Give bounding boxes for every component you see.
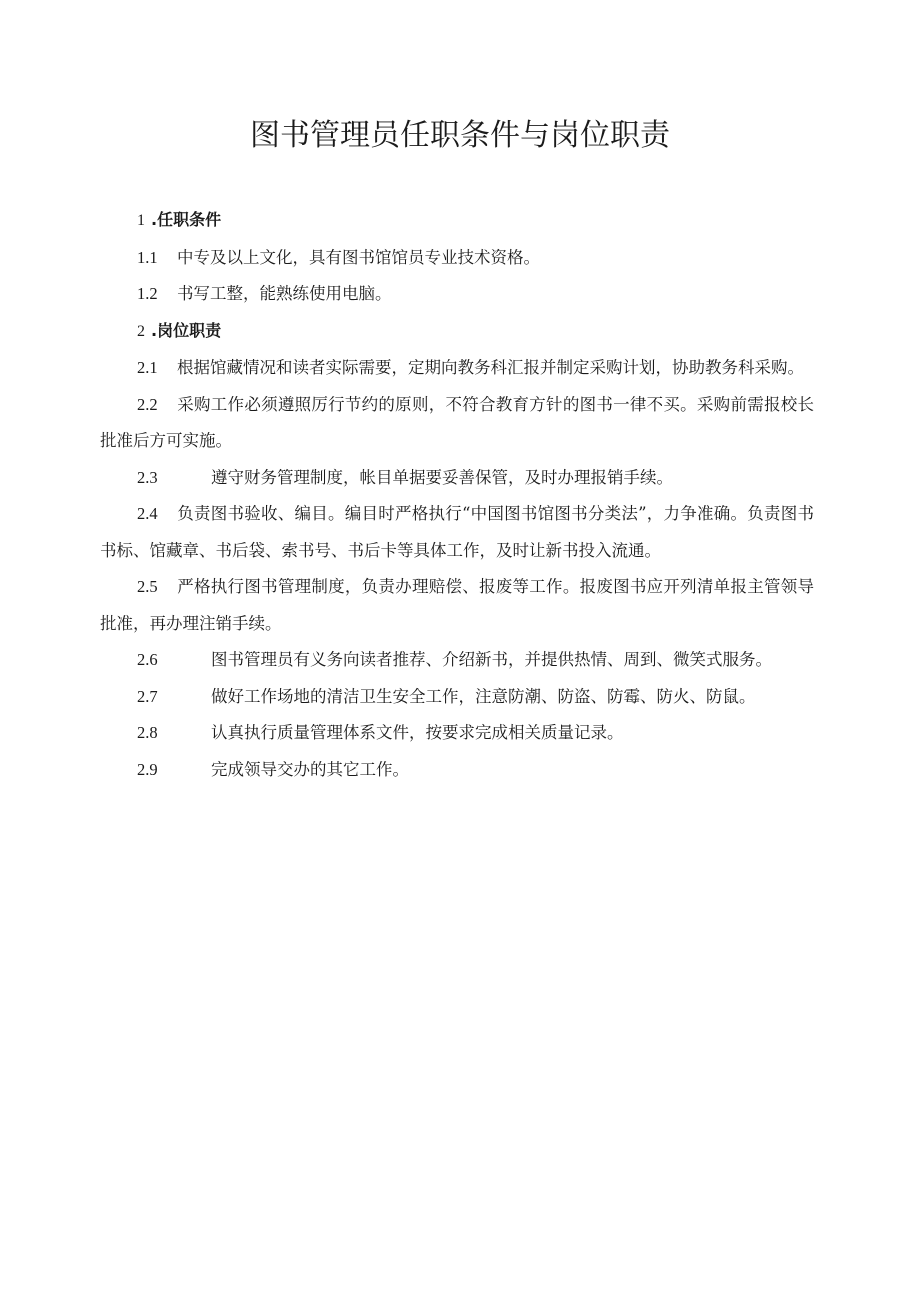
list-item [100, 460, 814, 497]
item-number: 2.6 [137, 650, 158, 669]
section-heading [100, 202, 814, 240]
list-item [100, 679, 814, 716]
item-number: 2.7 [137, 686, 158, 706]
item-number: 2.2 [137, 394, 158, 414]
item-text: 采购工作必须遵照厉行节约的原则，不符合教育方针的图书一律不买。采购前需报校长批准后方可实施。 [100, 394, 814, 450]
page-title: 图书管理员任职条件与岗位职责 [250, 118, 670, 153]
item-text: 严格执行图书管理制度，负责办理赔偿、报废等工作。报废图书应开列清单报主管领导批准，再办理注销手续。 [100, 577, 814, 633]
item-number: 2.9 [137, 759, 158, 779]
list-item [100, 276, 814, 313]
list-item [100, 496, 814, 569]
list-item [100, 752, 814, 789]
list-item [100, 240, 814, 277]
item-text: 遵守财务管理制度，帐目单据要妥善保管，及时办理报销手续。 [211, 467, 673, 487]
item-text: 完成领导交办的其它工作。 [211, 759, 409, 779]
item-text: 负责图书验收、编目。编目时严格执行“中国图书馆图书分类法”，力争准确。负责图书书标、馆藏章、书后袋、索书号、书后卡等具体工作，及时让新书投入流通。 [100, 504, 814, 560]
list-item [100, 715, 814, 752]
item-number: 2.3 [137, 467, 158, 487]
section-title: .岗位职责 [151, 320, 222, 340]
item-number: 2.4 [137, 504, 158, 523]
document-body [100, 202, 814, 788]
item-text: 做好工作场地的清洁卫生安全工作，注意防潮、防盗、防霉、防火、防鼠。 [211, 686, 756, 706]
section-title: .任职条件 [151, 210, 222, 229]
section-heading [100, 313, 814, 351]
item-number: 2.8 [137, 723, 158, 742]
list-item [100, 387, 814, 460]
item-number: 2.1 [137, 358, 158, 377]
item-text: 图书管理员有义务向读者推荐、介绍新书，并提供热情、周到、微笑式服务。 [211, 650, 772, 669]
item-text: 中专及以上文化，具有图书馆馆员专业技术资格。 [177, 247, 540, 267]
item-text: 书写工整，能熟练使用电脑。 [177, 284, 392, 303]
item-number: 1.2 [137, 284, 158, 303]
section-number: 2 [137, 322, 145, 340]
item-text: 根据馆藏情况和读者实际需要，定期向教务科汇报并制定采购计划，协助教务科采购。 [177, 358, 804, 377]
list-item [100, 642, 814, 679]
item-text: 认真执行质量管理体系文件，按要求完成相关质量记录。 [211, 723, 624, 742]
section-number: 1 [137, 212, 145, 229]
list-item [100, 569, 814, 642]
item-number: 1.1 [137, 247, 158, 267]
item-number: 2.5 [137, 577, 158, 596]
list-item [100, 350, 814, 387]
